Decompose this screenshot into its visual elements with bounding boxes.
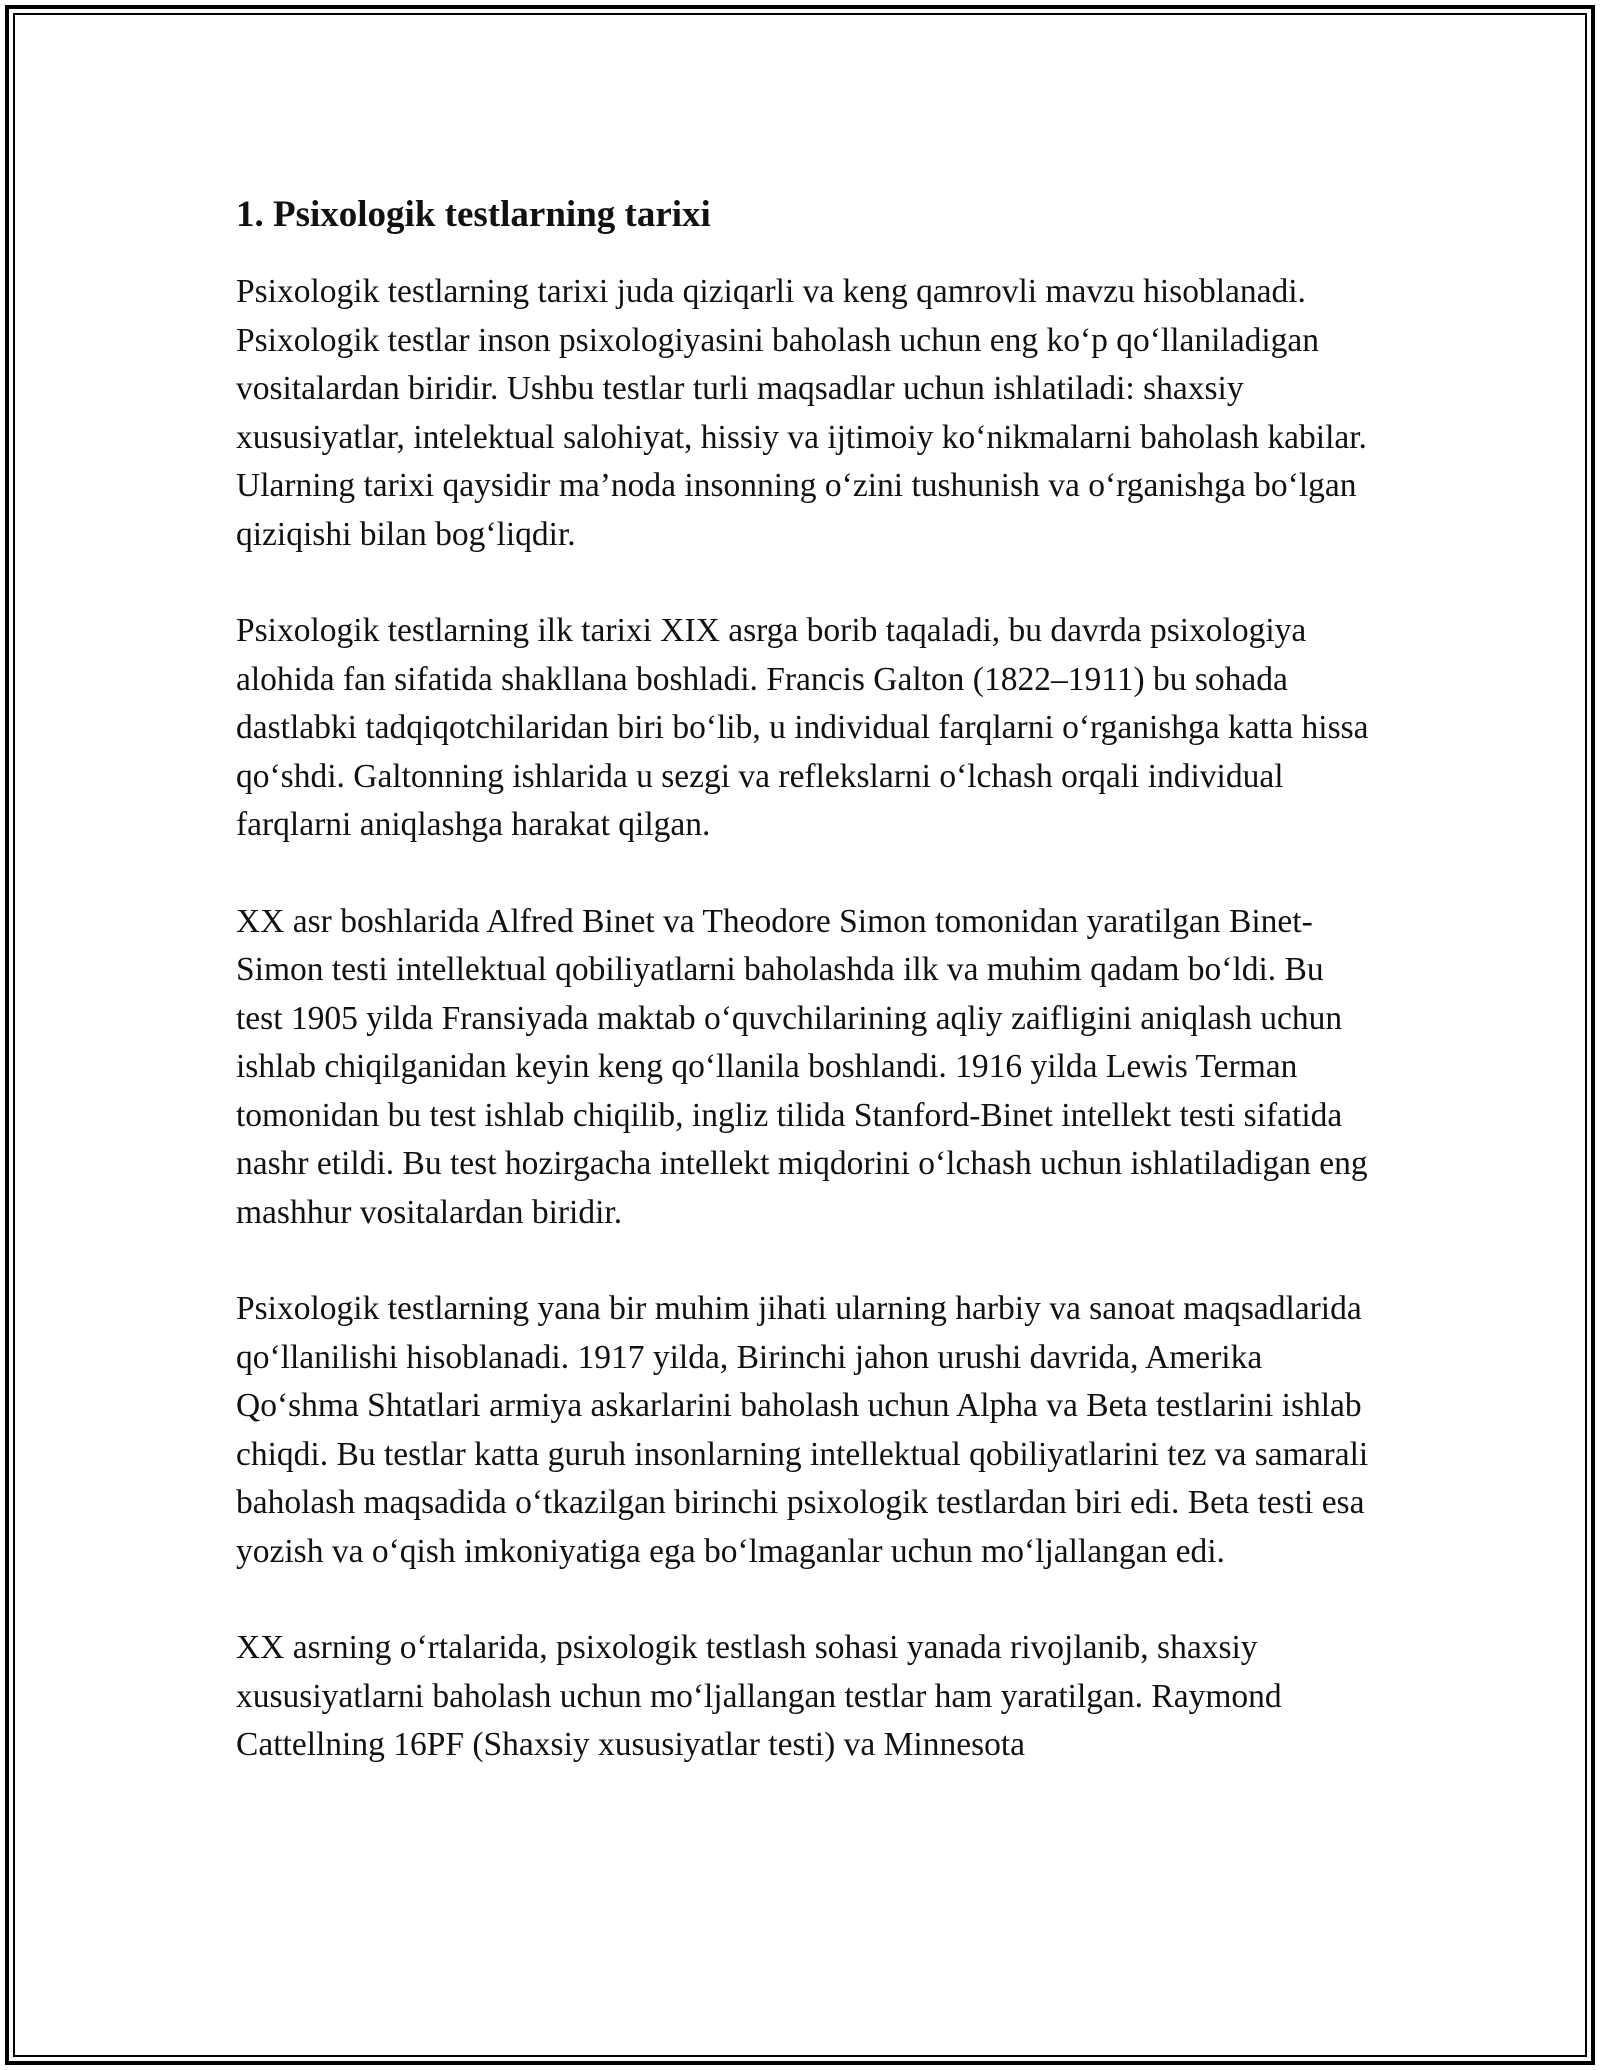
paragraph-galton: Psixologik testlarning ilk tarixi XIX asrga borib taqaladi, bu davrda psixologiya alohida fan sifatida shakllana boshladi. Francis Galton (1822–1911) bu sohada dastlabki tadqiqotchilaridan biri bo‘lib, u individual farqlarni o‘rganishga katta hissa qo‘shdi. Galtonning ishlarida u sezgi va reflekslarni o‘lchash orqali individual farqlarni aniqlashga harakat qilgan. (236, 612, 1369, 843)
paragraph-personality-tests: XX asrning o‘rtalarida, psixologik testlash sohasi yanada rivojlanib, shaxsiy xususiyatlarni baholash uchun mo‘ljallangan testlar ham yaratilgan. Raymond Cattellning 16PF (Shaxsiy xususiyatlar testi) va Minnesota (236, 1629, 1282, 1763)
paragraph-military-tests: Psixologik testlarning yana bir muhim jihati ularning harbiy va sanoat maqsadlarida qo‘llanilishi hisoblanadi. 1917 yilda, Birinchi jahon urushi davrida, Amerika Qo‘shma Shtatlari armiya askarlarini baholash uchun Alpha va Beta testlarini ishlab chiqdi. Bu testlar katta guruh insonlarning intellektual qobiliyatlarini tez va samarali baholash maqsadida o‘tkazilgan birinchi psixologik testlardan biri edi. Beta testi esa yozish va o‘qish imkoniyatiga ega bo‘lmaganlar uchun mo‘ljallangan edi. (236, 1290, 1369, 1570)
paragraph-binet-simon: XX asr boshlarida Alfred Binet va Theodore Simon tomonidan yaratilgan Binet-Simon testi intellektual qobiliyatlarni baholashda ilk va muhim qadam bo‘ldi. Bu test 1905 yilda Fransiyada maktab o‘quvchilarining aqliy zaifligini aniqlash uchun ishlab chiqilganidan keyin keng qo‘llanila boshlandi. 1916 yilda Lewis Terman tomonidan bu test ishlab chiqilib, ingliz tilida Stanford-Binet intellekt testi sifatida nashr etildi. Bu test hozirgacha intellekt miqdorini o‘lchash uchun ishlatiladigan eng mashhur vositalardan biridir. (236, 902, 1368, 1231)
paragraph-introduction: Psixologik testlarning tarixi juda qiziqarli va keng qamrovli mavzu hisoblanadi. Psixologik testlar inson psixologiyasini baholash uchun eng ko‘p qo‘llaniladigan vositalardan biridir. Ushbu testlar turli maqsadlar uchun ishlatiladi: shaxsiy xususiyatlar, intelektual salohiyat, hissiy va ijtimoiy ko‘nikmalarni baholash kabilar. Ularning tarixi qaysidir ma’noda insonning o‘zini tushunish va o‘rganishga bo‘lgan qiziqishi bilan bog‘liqdir. (236, 273, 1367, 553)
document-body (236, 188, 1376, 1818)
section-heading: 1. Psixologik testlarning tarixi (236, 194, 711, 235)
